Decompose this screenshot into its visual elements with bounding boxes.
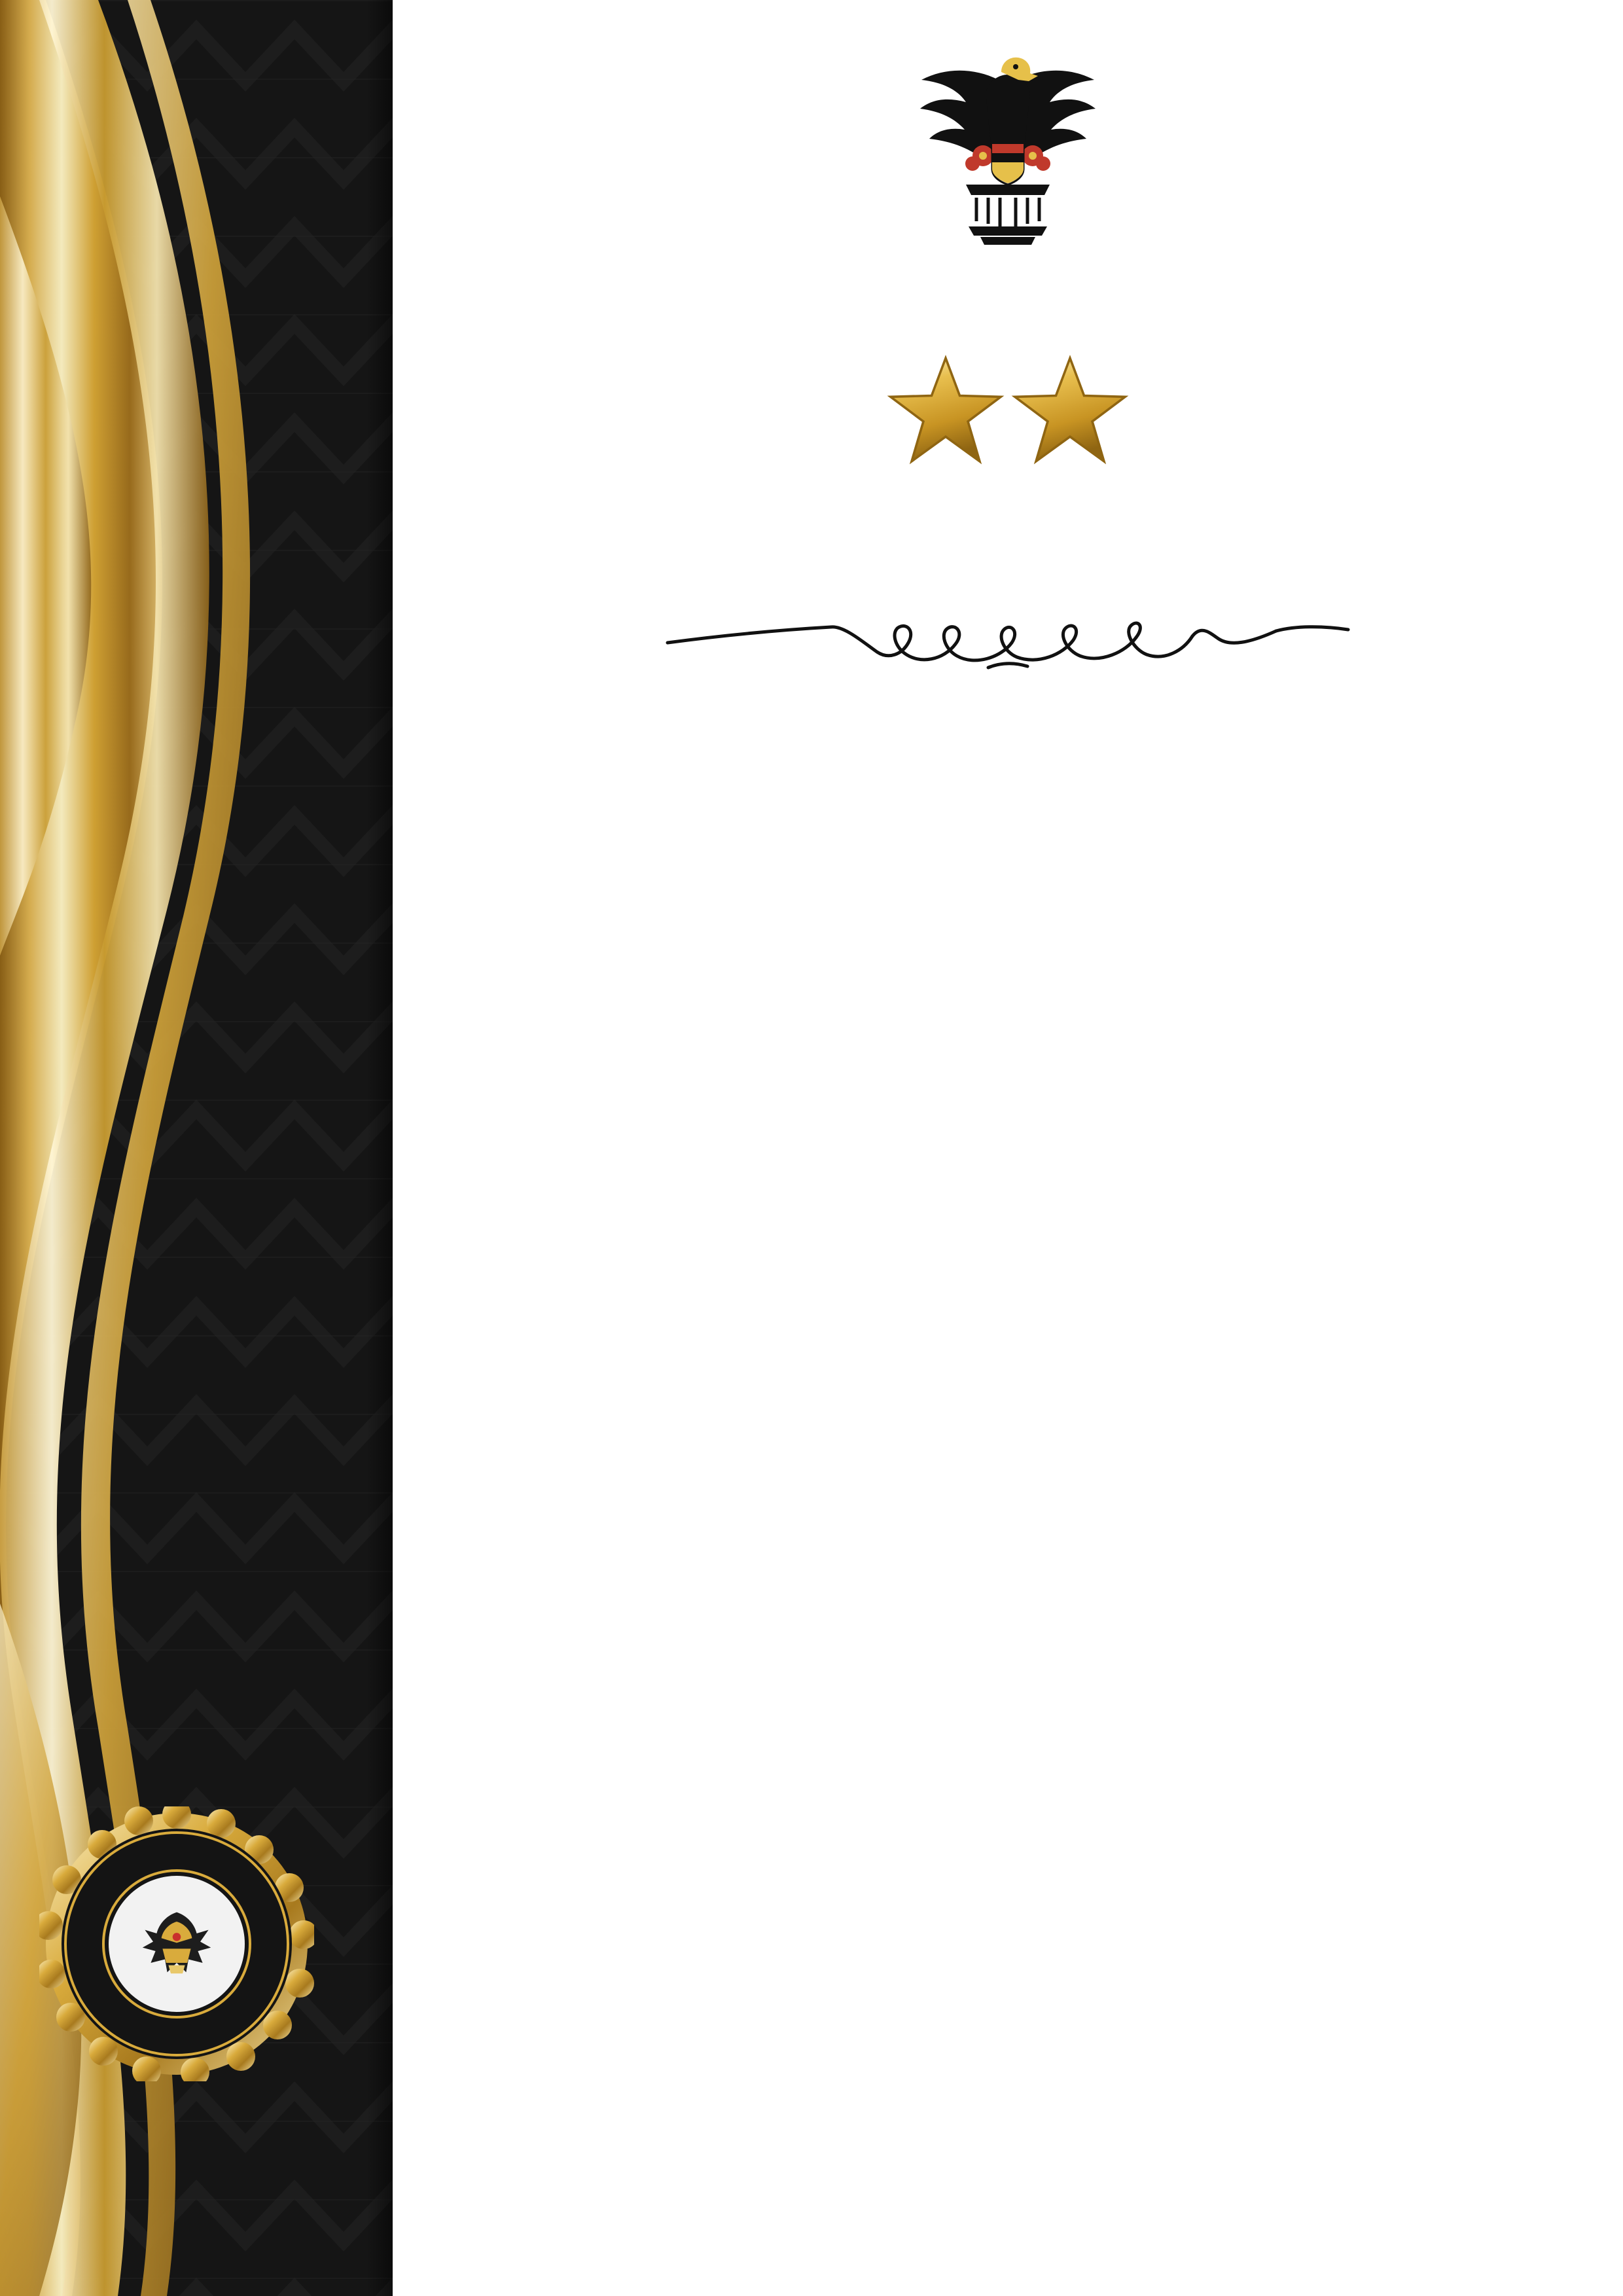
gold-star-icon bbox=[887, 353, 1005, 466]
civil-service-seal-icon bbox=[39, 1806, 314, 2081]
gold-star-icon bbox=[1011, 353, 1129, 466]
signature-block bbox=[393, 597, 1623, 695]
handwritten-signature-icon bbox=[648, 597, 1368, 695]
certificate-content bbox=[393, 0, 1623, 2296]
star-rating bbox=[393, 353, 1623, 466]
sarawak-state-crest-icon bbox=[903, 46, 1113, 255]
